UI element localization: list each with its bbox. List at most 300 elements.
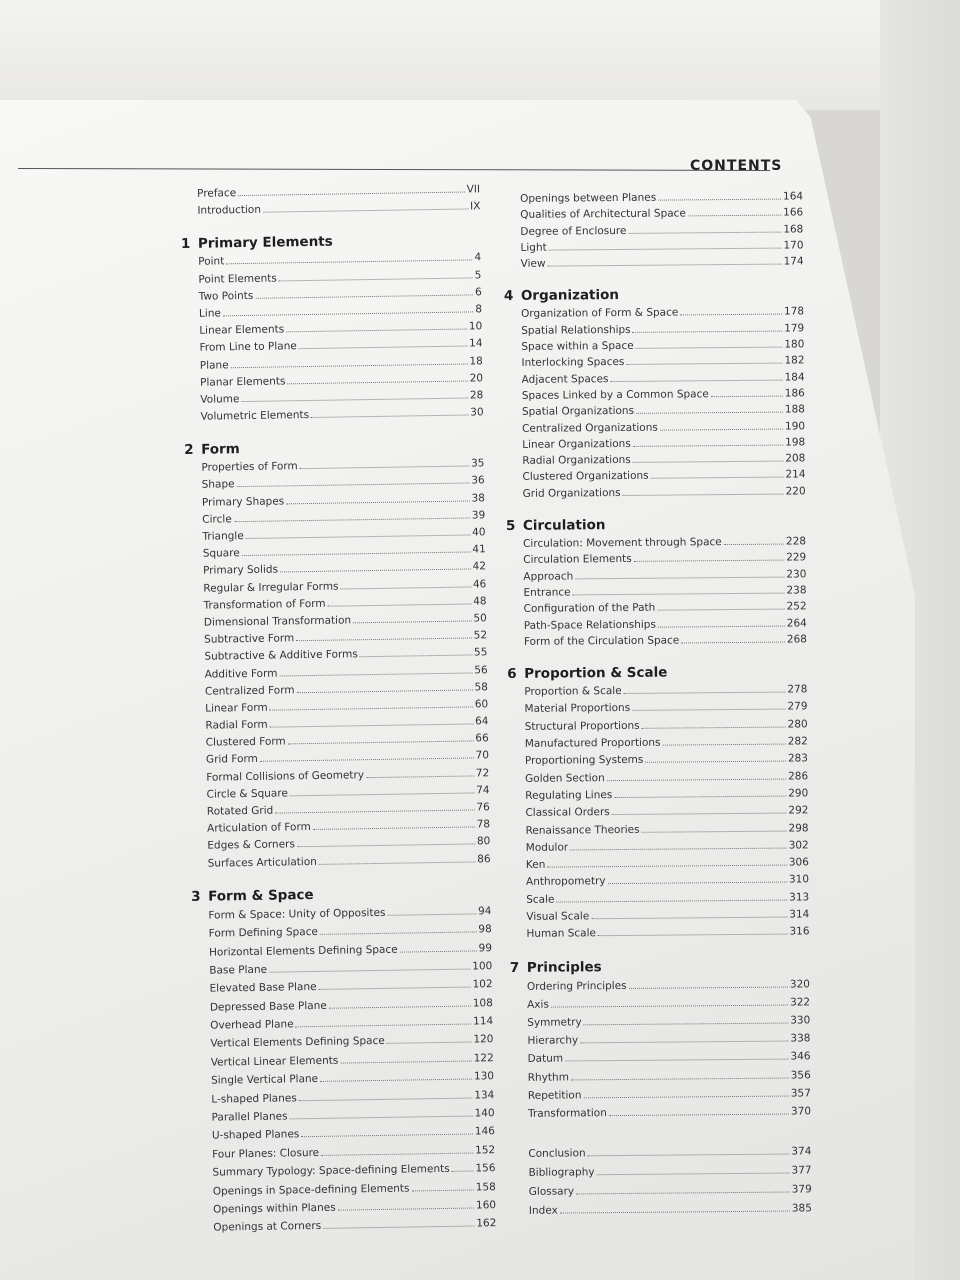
toc-entry-label: Circulation Elements xyxy=(523,553,632,567)
toc-entry-page: 10 xyxy=(468,320,483,333)
toc-entry-page: 374 xyxy=(791,1145,812,1158)
dot-leader xyxy=(614,786,786,798)
toc-entry-page: 166 xyxy=(783,206,804,219)
toc-entry-page: 108 xyxy=(472,996,493,1010)
toc-entry xyxy=(201,404,484,426)
toc-entry-page: 56 xyxy=(474,663,488,676)
chapter-items xyxy=(198,250,484,426)
toc-entry-page: 164 xyxy=(782,190,804,203)
toc-entry-page: 72 xyxy=(475,766,490,780)
chapter-number: 4 xyxy=(503,288,514,305)
toc-entry-page: 18 xyxy=(469,354,483,367)
dot-leader xyxy=(549,238,782,250)
toc-entry-page: 86 xyxy=(477,852,491,865)
dot-leader xyxy=(366,766,474,778)
toc-entry-label: Circulation: Movement through Space xyxy=(523,536,722,550)
toc-entry-page: 160 xyxy=(475,1199,497,1212)
toc-entry-label: Regular & Irregular Forms xyxy=(203,580,339,595)
toc-entry xyxy=(528,1142,811,1163)
dot-leader xyxy=(286,320,467,333)
toc-entry-page: 338 xyxy=(790,1032,811,1045)
toc-entry-page: 94 xyxy=(477,904,492,918)
toc-entry-page: 188 xyxy=(784,403,805,416)
toc-entry-label: Datum xyxy=(527,1052,564,1066)
toc-entry-label: Surfaces Articulation xyxy=(207,855,317,870)
toc-entry-page: 38 xyxy=(471,491,486,505)
toc-entry-page: 252 xyxy=(786,600,807,613)
toc-entry-page: 36 xyxy=(471,474,485,487)
chapter-5 xyxy=(506,513,807,650)
toc-entry xyxy=(526,924,809,944)
dot-leader xyxy=(556,890,787,902)
dot-leader xyxy=(246,525,471,539)
dot-leader xyxy=(584,1013,789,1025)
dot-leader xyxy=(591,908,787,920)
dot-leader xyxy=(547,856,787,868)
toc-entry-page: 162 xyxy=(476,1217,497,1230)
toc-entry-page: 174 xyxy=(783,255,804,268)
dot-leader xyxy=(588,1145,790,1157)
toc-entry xyxy=(524,631,807,650)
dot-leader xyxy=(658,616,785,627)
dot-leader xyxy=(311,406,468,418)
chapter-number: 6 xyxy=(507,666,517,683)
toc-entry-page: 282 xyxy=(787,735,808,748)
toc-entry-label: Plane xyxy=(199,358,229,372)
toc-entry-label: Repetition xyxy=(527,1089,582,1102)
toc-entry-page: 158 xyxy=(475,1180,496,1194)
toc-entry-label: Line xyxy=(198,307,221,320)
toc-entry-label: Properties of Form xyxy=(201,460,298,474)
toc-entry-page: 28 xyxy=(469,389,484,402)
toc-entry-label: Modulor xyxy=(525,841,569,854)
toc-entry-page: 41 xyxy=(472,543,486,556)
toc-entry-label: Human Scale xyxy=(526,927,597,941)
toc-entry-label: Form Defining Space xyxy=(208,926,319,940)
background-surface xyxy=(0,0,960,110)
dot-leader xyxy=(583,1086,788,1098)
dot-leader xyxy=(724,535,784,546)
toc-entry-page: 357 xyxy=(790,1087,811,1100)
chapter-number: 7 xyxy=(509,959,520,976)
dot-leader xyxy=(598,925,788,937)
toc-entry-page: 178 xyxy=(783,305,805,319)
dot-leader xyxy=(660,419,783,430)
toc-entry-label: Point xyxy=(198,255,225,269)
chapter-title: Proportion & Scale xyxy=(524,664,668,682)
toc-entry-label: Grid Organizations xyxy=(522,486,621,500)
toc-entry-label: Openings in Space-defining Elements xyxy=(212,1182,410,1198)
dot-leader xyxy=(623,484,784,495)
toc-entry-label: Radial Organizations xyxy=(522,454,631,467)
toc-entry-label: Form & Space: Unity of Opposites xyxy=(208,906,386,922)
toc-entry-label: U-shaped Planes xyxy=(211,1128,300,1143)
dot-leader xyxy=(547,255,781,267)
toc-entry xyxy=(208,851,491,873)
toc-entry-label: Point Elements xyxy=(198,272,277,286)
dot-leader xyxy=(279,663,472,676)
toc-entry-label: Interlocking Spaces xyxy=(521,356,625,370)
toc-entry-page: 298 xyxy=(788,821,809,835)
toc-entry-page: 316 xyxy=(789,925,810,938)
dot-leader xyxy=(662,735,785,746)
toc-entry-label: Circle xyxy=(202,513,232,526)
toc-entry xyxy=(528,1161,811,1182)
dot-leader xyxy=(286,491,469,504)
toc-entry-label: Manufactured Proportions xyxy=(524,736,661,750)
toc-entry-page: 5 xyxy=(474,268,482,281)
toc-entry-page: 46 xyxy=(472,577,487,591)
toc-entry-page: 377 xyxy=(791,1164,812,1177)
toc-entry-label: Linear Elements xyxy=(199,323,285,337)
toc-entry-label: Degree of Enclosure xyxy=(520,224,627,238)
dot-leader xyxy=(319,852,476,864)
chapter-number: 1 xyxy=(180,236,191,253)
toc-entry-page: 48 xyxy=(473,594,487,608)
toc-entry-label: Renaissance Theories xyxy=(525,823,640,837)
toc-entry-label: Depressed Base Plane xyxy=(209,999,327,1014)
toc-entry-page: 322 xyxy=(789,996,811,1009)
toc-entry-label: Volumetric Elements xyxy=(200,409,310,423)
toc-entry-page: 268 xyxy=(786,633,807,646)
toc-entry-page: 60 xyxy=(474,698,489,711)
toc-entry-page: VII xyxy=(466,183,481,196)
chapter-number: 3 xyxy=(191,888,201,905)
toc-entry-label: Triangle xyxy=(202,530,244,543)
toc-entry-label: Primary Shapes xyxy=(201,495,285,509)
toc-entry-label: Edges & Corners xyxy=(207,838,296,853)
toc-entry-page: 208 xyxy=(785,452,806,465)
toc-entry-page: 314 xyxy=(789,908,810,921)
dot-leader xyxy=(681,632,785,643)
toc-entry-label: Scale xyxy=(526,893,555,906)
dot-leader xyxy=(607,769,786,781)
dot-leader xyxy=(400,941,477,952)
toc-entry-label: Preface xyxy=(197,187,237,200)
chapter-heading xyxy=(510,955,810,978)
toc-entry-page: 190 xyxy=(784,419,806,433)
dot-leader xyxy=(633,435,783,446)
toc-entry-page: 140 xyxy=(474,1107,495,1120)
dot-leader xyxy=(300,457,469,470)
dot-leader xyxy=(597,1164,790,1176)
chapter-title: Primary Elements xyxy=(197,233,333,253)
dot-leader xyxy=(580,1032,788,1044)
toc-entry-label: Overhead Plane xyxy=(210,1018,294,1032)
dot-leader xyxy=(260,749,474,762)
dot-leader xyxy=(360,646,472,658)
chapter-2 xyxy=(184,436,491,873)
toc-entry-label: Configuration of the Path xyxy=(523,601,656,616)
chapter-7 xyxy=(510,955,811,1123)
toc-entry-label: Openings at Corners xyxy=(213,1220,322,1234)
toc-entry-label: Two Points xyxy=(198,289,254,303)
toc-entry-page: 220 xyxy=(785,485,806,498)
dot-leader xyxy=(575,567,784,579)
toc-entry-label: Organization of Form & Space xyxy=(521,306,679,321)
toc-entry-page: 264 xyxy=(786,616,807,630)
toc-entry-page: 20 xyxy=(469,371,484,385)
toc-entry-page: 6 xyxy=(474,286,482,299)
toc-entry-label: Qualities of Architectural Space xyxy=(520,207,686,222)
toc-entry-label: Proportioning Systems xyxy=(524,754,644,768)
dot-leader xyxy=(452,1162,474,1172)
dot-leader xyxy=(629,977,788,988)
dot-leader xyxy=(636,338,783,349)
toc-entry-label: Rotated Grid xyxy=(206,804,274,818)
toc-right-column xyxy=(503,188,812,1221)
chapter-title: Form & Space xyxy=(208,886,314,905)
chapter-4 xyxy=(504,284,806,502)
dot-leader xyxy=(320,1070,472,1082)
dot-leader xyxy=(263,200,468,213)
dot-leader xyxy=(387,1033,472,1044)
toc-entry-label: Openings within Planes xyxy=(212,1201,336,1216)
toc-entry-page: 52 xyxy=(473,629,488,642)
toc-entry-label: Vertical Elements Defining Space xyxy=(210,1035,385,1051)
dot-leader xyxy=(612,804,787,816)
toc-entry-page: 283 xyxy=(787,752,809,765)
dot-leader xyxy=(560,1202,790,1214)
dot-leader xyxy=(270,715,474,728)
toc-entry-page: 168 xyxy=(783,222,804,236)
toc-entry-label: Elevated Base Plane xyxy=(209,981,317,995)
dot-leader xyxy=(411,1180,473,1191)
toc-entry-label: Spatial Organizations xyxy=(521,405,635,419)
toc-entry-label: Clustered Organizations xyxy=(522,470,649,484)
toc-entry-label: Horizontal Elements Defining Space xyxy=(208,943,398,959)
toc-entry-label: Circle & Square xyxy=(206,787,288,801)
toc-entry-label: Material Proportions xyxy=(524,702,631,716)
dot-leader xyxy=(255,285,473,298)
dot-leader xyxy=(301,1125,473,1138)
toc-entry-label: Visual Scale xyxy=(526,910,590,923)
toc-entry-label: Bibliography xyxy=(528,1166,595,1179)
toc-entry-page: 30 xyxy=(470,406,484,419)
dot-leader xyxy=(353,611,471,623)
toc-entry-label: Classical Orders xyxy=(525,806,610,820)
toc-entry-page: 76 xyxy=(476,801,490,814)
toc-entry-page: 64 xyxy=(474,715,489,728)
toc-entry-page: 134 xyxy=(474,1088,495,1102)
dot-leader xyxy=(572,583,784,595)
dot-leader xyxy=(658,190,781,201)
dot-leader xyxy=(340,577,471,589)
toc-entry-label: Four Planes: Closure xyxy=(212,1146,320,1161)
toc-entry-page: 179 xyxy=(784,322,805,335)
toc-entry-label: L-shaped Planes xyxy=(211,1091,297,1106)
toc-entry-page: 170 xyxy=(783,239,804,252)
dot-leader xyxy=(570,838,787,850)
toc-entry-page: 356 xyxy=(790,1068,811,1082)
toc-entry xyxy=(528,1102,811,1123)
dot-leader xyxy=(242,543,471,557)
toc-entry-label: Shape xyxy=(201,478,235,492)
toc-entry-page: 286 xyxy=(788,769,809,783)
dot-leader xyxy=(296,629,472,642)
chapter-title: Organization xyxy=(520,287,620,305)
dot-leader xyxy=(320,923,477,935)
chapter-number: 2 xyxy=(184,442,194,459)
toc-entry-page: 98 xyxy=(478,923,492,936)
toc-entry-page: 80 xyxy=(476,835,491,848)
toc-entry-label: Adjacent Spaces xyxy=(521,372,609,386)
dot-leader xyxy=(289,1107,472,1120)
chapter-title: Principles xyxy=(526,958,602,976)
dot-leader xyxy=(642,717,786,728)
dot-leader xyxy=(287,371,467,384)
toc-entry-label: Structural Proportions xyxy=(524,719,640,733)
dot-leader xyxy=(241,388,468,402)
toc-entry-page: 58 xyxy=(474,680,489,694)
toc-entry-label: Proportion & Scale xyxy=(524,685,622,698)
dot-leader xyxy=(645,752,786,763)
toc-entry-page: 278 xyxy=(787,683,808,696)
dot-leader xyxy=(688,206,781,217)
toc-entry xyxy=(528,1084,811,1105)
toc-entry-page: 186 xyxy=(784,387,805,400)
continued-entries xyxy=(520,188,804,272)
chapter-items xyxy=(521,304,806,502)
toc-entry-label: Subtractive & Additive Forms xyxy=(204,648,358,663)
toc-entry-page: 55 xyxy=(473,646,488,659)
toc-entry-page: 280 xyxy=(787,718,808,731)
dot-leader xyxy=(295,1015,471,1028)
toc-entry-page: 78 xyxy=(476,818,491,831)
chapter-heading xyxy=(507,661,807,684)
dot-leader xyxy=(387,904,476,915)
dot-leader xyxy=(680,305,782,316)
toc-entry-label: Spatial Relationships xyxy=(521,323,631,337)
toc-entry-label: Linear Form xyxy=(205,701,268,715)
chapter-title: Circulation xyxy=(522,517,606,534)
chapter-6 xyxy=(507,661,809,943)
dot-leader xyxy=(296,680,472,693)
toc-entry-label: Articulation of Form xyxy=(207,821,311,835)
toc-entry-label: Conclusion xyxy=(528,1147,586,1160)
toc-entry-page: 39 xyxy=(471,509,486,522)
toc-entry-label: Openings between Planes xyxy=(520,191,657,205)
toc-entry-page: 184 xyxy=(784,371,805,384)
dot-leader xyxy=(657,600,784,611)
toc-left-column xyxy=(180,181,496,1237)
dot-leader xyxy=(634,551,785,562)
toc-entry-page: 182 xyxy=(784,354,805,367)
chapter-3 xyxy=(191,882,496,1238)
chapter-items xyxy=(524,681,809,943)
toc-entry-page: IX xyxy=(469,200,481,213)
dot-leader xyxy=(299,1088,473,1101)
dot-leader xyxy=(270,697,473,710)
toc-entry-label: Parallel Planes xyxy=(211,1110,288,1124)
toc-entry-label: Radial Form xyxy=(205,718,268,732)
toc-entry-page: 50 xyxy=(473,612,487,625)
toc-entry-page: 310 xyxy=(788,873,810,886)
dot-leader xyxy=(632,700,785,711)
toc-entry-page: 320 xyxy=(789,977,810,991)
toc-entry-page: 114 xyxy=(473,1015,494,1028)
toc-entry-page: 152 xyxy=(475,1143,496,1157)
dot-leader xyxy=(280,560,471,573)
toc-entry-label: Ordering Principles xyxy=(526,979,627,993)
toc-entry-page: 122 xyxy=(473,1052,494,1065)
toc-entry-page: 66 xyxy=(475,732,489,745)
page-title: CONTENTS xyxy=(690,158,783,174)
toc-entry xyxy=(529,1180,812,1201)
toc-entry-page: 146 xyxy=(474,1125,495,1138)
toc-entry-label: Entrance xyxy=(523,586,571,599)
toc-entry-label: Clustered Form xyxy=(205,735,286,749)
toc-entry-label: Space within a Space xyxy=(521,339,634,353)
toc-entry-page: 180 xyxy=(784,338,805,351)
dot-leader xyxy=(290,783,474,796)
toc-entry-label: Rhythm xyxy=(527,1070,569,1084)
toc-entry-page: 228 xyxy=(785,535,807,548)
back-matter xyxy=(528,1142,812,1220)
toc-entry-label: Subtractive Form xyxy=(204,632,295,646)
toc-entry-page: 70 xyxy=(475,749,490,762)
toc-entry-page: 42 xyxy=(472,560,487,573)
toc-entry-page: 198 xyxy=(785,436,806,449)
toc-entry-label: Vertical Linear Elements xyxy=(210,1054,339,1069)
dot-leader xyxy=(338,1199,475,1211)
dot-leader xyxy=(323,1217,474,1229)
chapter-items xyxy=(201,456,490,873)
toc-entry-page: 302 xyxy=(788,839,809,852)
dot-leader xyxy=(297,835,475,848)
chapter-items xyxy=(527,975,811,1123)
toc-entry-page: 370 xyxy=(790,1105,812,1118)
toc-entry-page: 8 xyxy=(475,303,483,316)
dot-leader xyxy=(636,403,783,414)
chapter-number: 5 xyxy=(505,517,516,535)
toc-entry-page: 290 xyxy=(788,787,809,800)
toc-entry-page: 214 xyxy=(785,468,806,481)
toc-entry-label: Form of the Circulation Space xyxy=(523,634,680,648)
toc-entry-page: 102 xyxy=(472,978,493,991)
toc-entry-label: Volume xyxy=(200,392,240,406)
dot-leader xyxy=(633,321,783,332)
dot-leader xyxy=(551,995,788,1007)
toc-entry-label: Anthropometry xyxy=(525,875,606,889)
toc-entry-page: 74 xyxy=(476,784,490,797)
toc-entry-label: Single Vertical Plane xyxy=(210,1073,319,1087)
toc-entry-label: Formal Collisions of Geometry xyxy=(206,768,365,784)
toc-entry-label: Light xyxy=(520,241,547,254)
dot-leader xyxy=(642,821,787,832)
toc-entry-label: Axis xyxy=(527,998,549,1011)
dot-leader xyxy=(571,1068,789,1080)
dot-leader xyxy=(651,468,784,479)
dot-leader xyxy=(329,996,471,1008)
toc-entry-page: 40 xyxy=(472,526,486,539)
dot-leader xyxy=(299,337,468,350)
toc-entry-label: Planar Elements xyxy=(199,375,286,389)
dot-leader xyxy=(610,370,782,382)
dot-leader xyxy=(288,732,474,745)
toc-entry-page: 330 xyxy=(790,1014,811,1027)
dot-leader xyxy=(609,1104,789,1116)
toc-entry-label: Hierarchy xyxy=(527,1034,579,1047)
toc-entry-label: From Line to Plane xyxy=(199,340,297,355)
toc-entry-label: Regulating Lines xyxy=(525,788,613,802)
toc-entry-label: Path-Space Relationships xyxy=(523,618,656,632)
toc-entry-label: Index xyxy=(528,1204,558,1217)
dot-leader xyxy=(576,1183,790,1195)
toc-entry-page: 306 xyxy=(788,856,809,869)
prelims xyxy=(197,181,481,220)
toc-entry-label: Grid Form xyxy=(205,753,258,767)
